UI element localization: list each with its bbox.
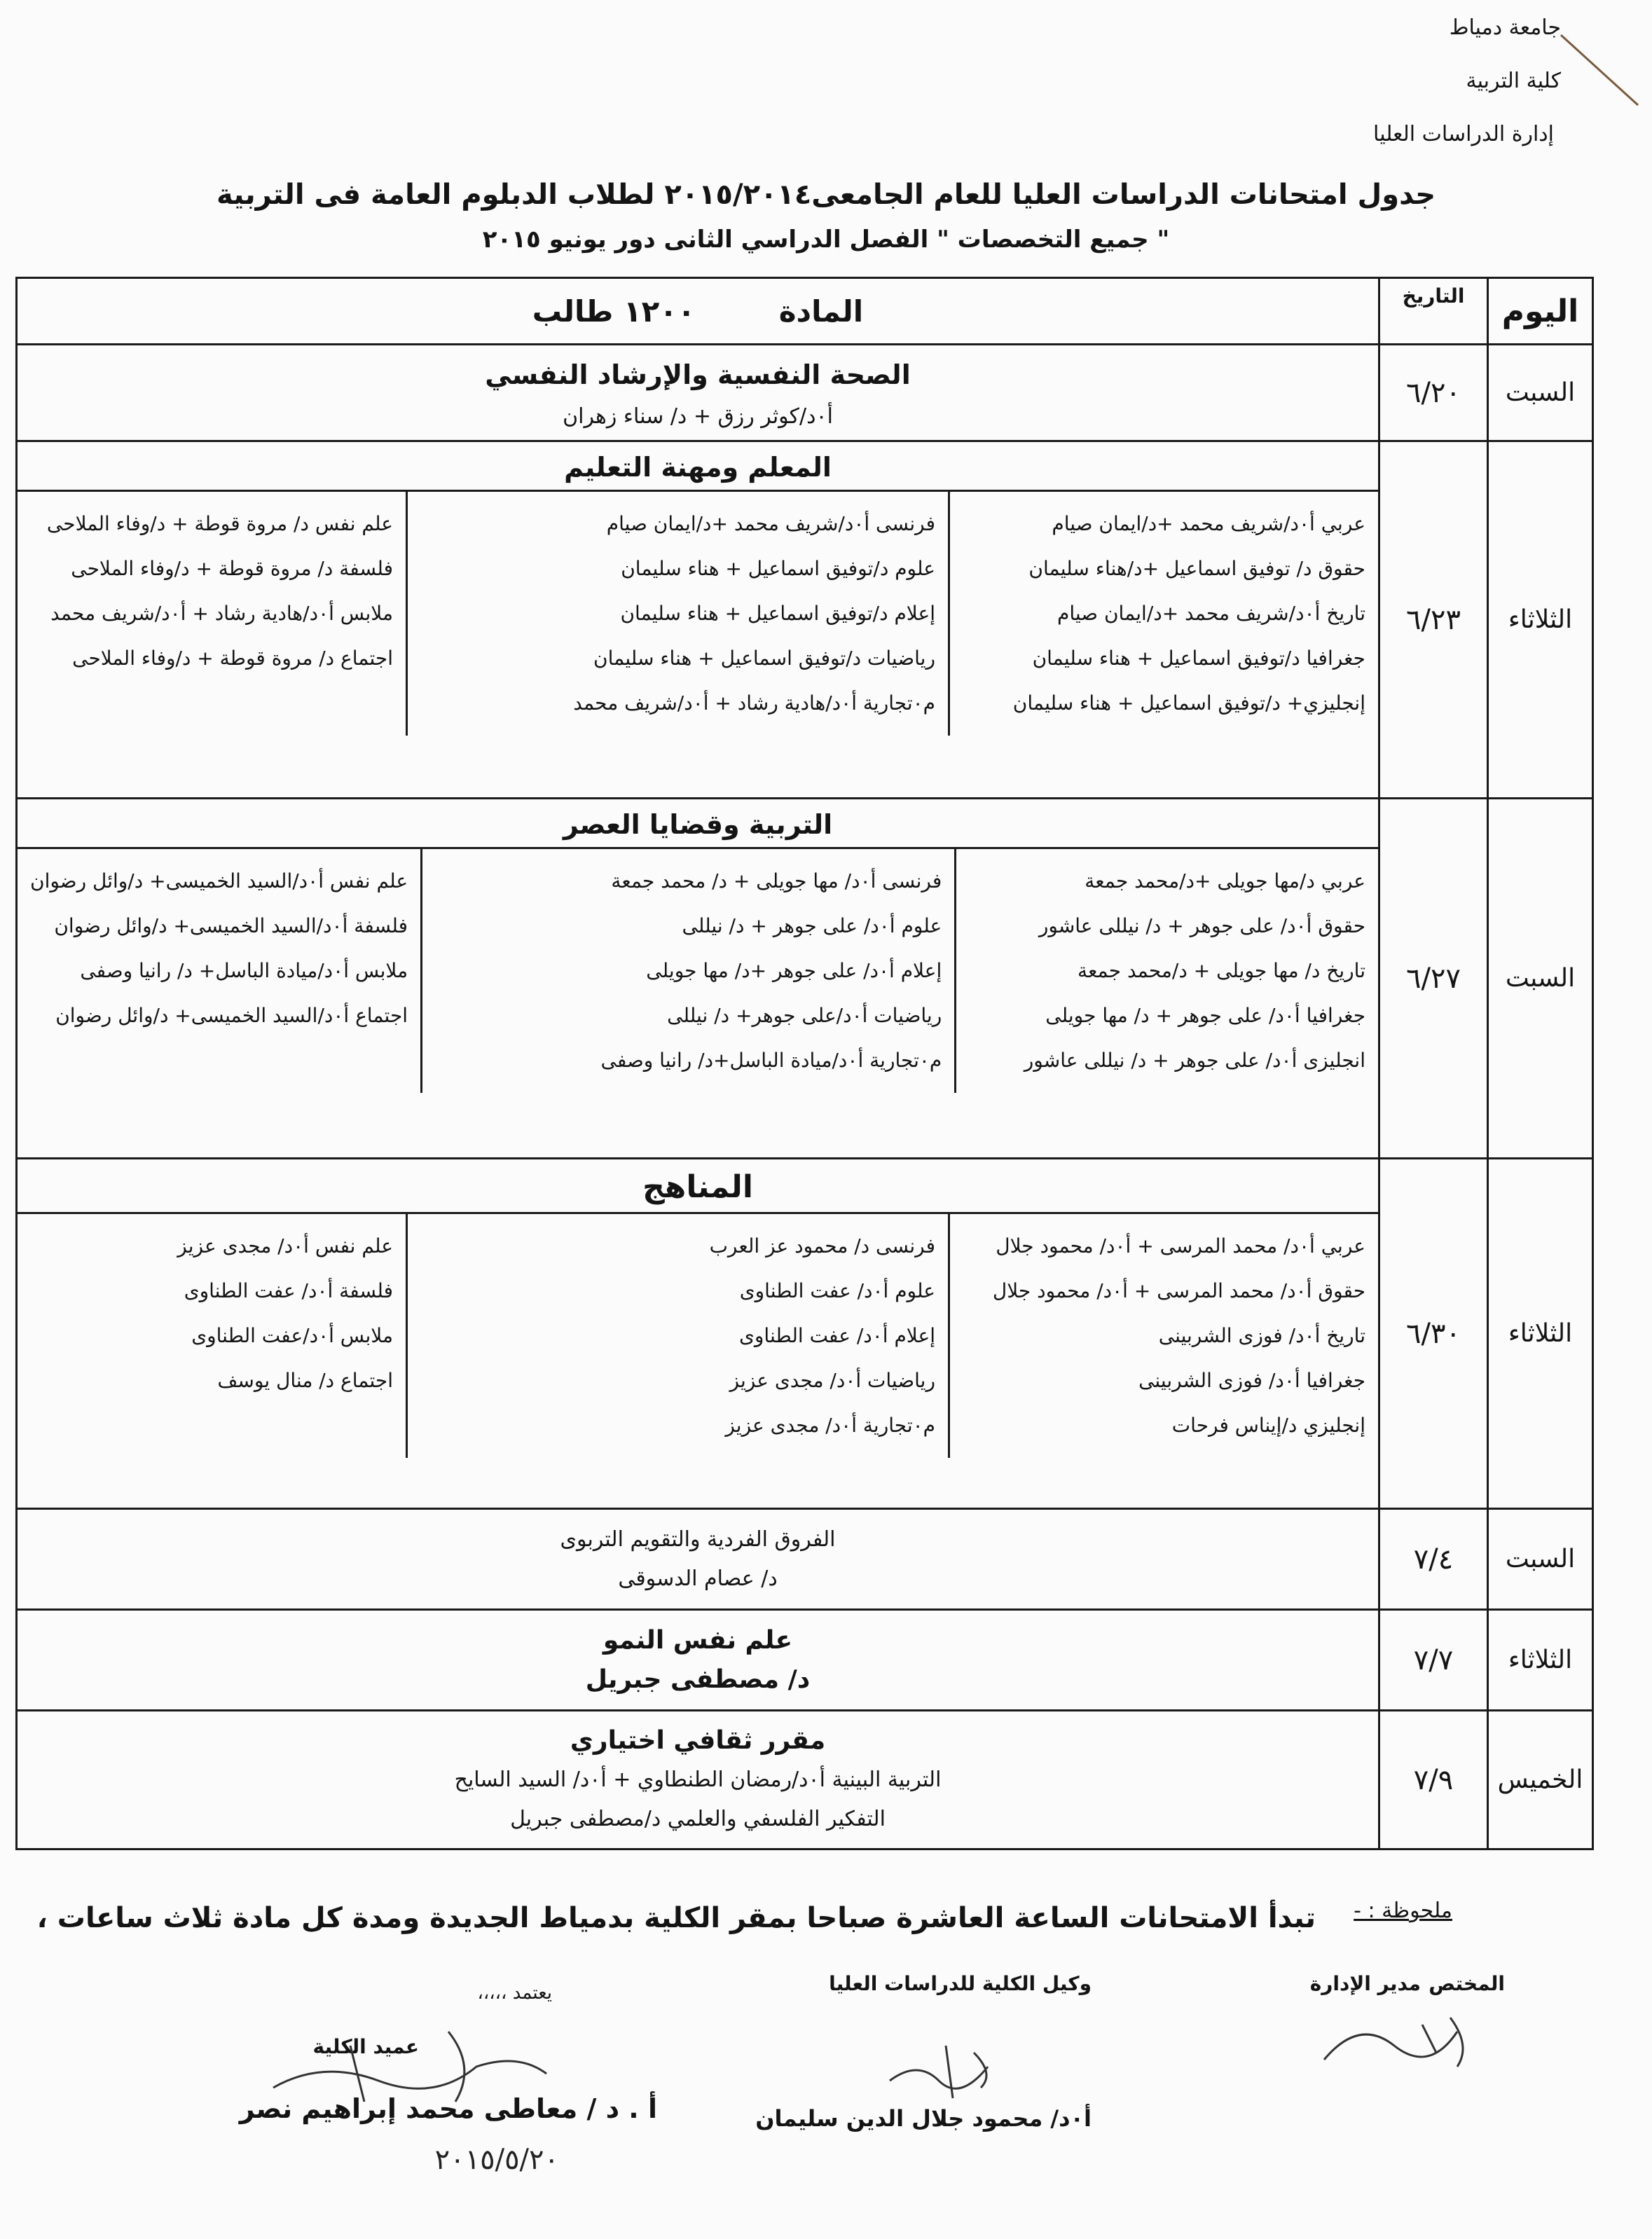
row-day: الخميس	[1488, 1711, 1593, 1849]
row-date: ٦/٢٠	[1379, 345, 1488, 441]
admin-signature-icon	[1317, 2004, 1499, 2081]
specialization-line: عربي أ٠د/ محمد المرسى + أ٠د/ محمود جلال	[996, 1234, 1365, 1258]
specialization-line: اجتماع أ٠د/السيد الخميسى+ د/وائل رضوان	[55, 1004, 408, 1027]
table-row	[17, 1711, 1593, 1849]
note-label: ملحوظة : -	[1354, 1899, 1452, 1923]
specialization-line: تاريخ أ٠د/ فوزى الشربينى	[1158, 1324, 1365, 1347]
specialization-line: حقوق أ٠د/ على جوهر + د/ نيللى عاشور	[1038, 914, 1365, 937]
specialization-line: فرنسى أ٠د/ مها جويلى + د/ محمد جمعة	[611, 869, 942, 893]
faculty-name: كلية التربية	[1466, 69, 1561, 93]
specialization-line: جغرافيا أ٠د/ فوزى الشربينى	[1138, 1369, 1365, 1392]
row-date: ٧/٩	[1379, 1711, 1488, 1849]
subject-title: المناهج	[642, 1169, 753, 1205]
row-subject-cell	[17, 1159, 1379, 1509]
specialization-line: تاريخ د/ مها جويلى + د/محمد جمعة	[1078, 959, 1365, 982]
specialization-line: علم نفس أ٠د/السيد الخميسى+ د/وائل رضوان	[30, 869, 408, 893]
specialization-columns	[18, 1212, 1378, 1458]
subject-title: علم نفس النمو	[603, 1625, 793, 1655]
specialization-line: علم نفس أ٠د/ مجدى عزيز	[177, 1234, 393, 1258]
table-row	[17, 345, 1593, 441]
vice-dean-name: أ٠د/ محمود جلال الدين سليمان	[755, 2105, 1092, 2132]
dean-title: عميد الكلية	[312, 2035, 419, 2058]
header-date: التاريخ	[1379, 278, 1488, 345]
row-date: ٦/٣٠	[1379, 1159, 1488, 1509]
examiner-line: د/ عصام الدسوقى	[618, 1566, 778, 1591]
row-date: ٦/٢٣	[1379, 441, 1488, 799]
exam-schedule-table	[15, 277, 1594, 1850]
subject-title: الصحة النفسية والإرشاد النفسي	[485, 359, 911, 390]
specialization-line: فرنسى د/ محمود عز العرب	[709, 1234, 935, 1258]
handwritten-date: ٢٠١٥/٥/٢٠	[434, 2144, 559, 2176]
table-header-row	[17, 278, 1593, 345]
table-row	[17, 799, 1593, 1159]
dean-name: أ . د / معاطى محمد إبراهيم نصر	[239, 2093, 657, 2124]
specialization-line: ملابس أ٠د/ميادة الباسل+ د/ رانيا وصفى	[80, 959, 408, 982]
vice-dean-title: وكيل الكلية للدراسات العليا	[829, 1972, 1092, 1995]
table-row	[17, 1509, 1593, 1610]
header-students-count: ١٢٠٠ طالب	[532, 294, 696, 329]
specialization-column	[408, 492, 950, 736]
row-day: الثلاثاء	[1488, 441, 1593, 799]
specialization-line: رياضيات أ٠د/ مجدى عزيز	[729, 1369, 935, 1392]
approved-label: يعتمد ،،،،،	[477, 1983, 552, 2004]
page-title: جدول امتحانات الدراسات العليا للعام الجامعى٢٠١٥/٢٠١٤ لطلاب الدبلوم العامة فى التربية	[216, 179, 1436, 211]
row-day: السبت	[1488, 345, 1593, 441]
specialization-column	[18, 492, 408, 736]
header-subject-label: المادة	[778, 294, 864, 329]
specialization-columns	[18, 847, 1378, 1093]
subject-title: الفروق الفردية والتقويم التربوى	[560, 1527, 836, 1552]
admin-director-label: مدير الإدارة	[1309, 1972, 1421, 1995]
page-subtitle: " جميع التخصصات " الفصل الدراسي الثانى دور يونيو ٢٠١٥	[482, 226, 1170, 254]
specialization-line: جغرافيا د/توفيق اسماعيل + هناء سليمان	[1032, 647, 1365, 670]
header-day: اليوم	[1488, 278, 1593, 345]
specialization-column	[950, 492, 1378, 736]
specialization-column	[18, 849, 422, 1093]
specialization-line: حقوق د/ توفيق اسماعيل +د/هناء سليمان	[1028, 557, 1365, 580]
header-subject	[17, 278, 1379, 345]
university-name: جامعة دمياط	[1449, 15, 1561, 40]
specialization-column	[950, 1214, 1378, 1458]
subject-title: التربية وقضايا العصر	[563, 809, 833, 840]
specialization-line: رياضيات د/توفيق اسماعيل + هناء سليمان	[593, 647, 935, 670]
specialization-line: ملابس أ٠د/هادية رشاد + أ٠د/شريف محمد	[50, 602, 393, 625]
specialization-line: عربي د/مها جويلى +د/محمد جمعة	[1085, 869, 1365, 893]
specialization-line: اجتماع د/ منال يوسف	[217, 1369, 393, 1392]
specialization-line: إعلام د/توفيق اسماعيل + هناء سليمان	[620, 602, 935, 625]
examiner-line: التفكير الفلسفي والعلمي د/مصطفى جبريل	[510, 1806, 886, 1831]
specialization-line: م٠تجارية أ٠د/هادية رشاد + أ٠د/شريف محمد	[573, 691, 935, 715]
vice-dean-signature-icon	[876, 2032, 1016, 2109]
table-row	[17, 441, 1593, 799]
specialization-column	[956, 849, 1378, 1093]
row-subject-cell	[17, 799, 1379, 1159]
department-name: إدارة الدراسات العليا	[1373, 122, 1554, 146]
specialization-line: اجتماع د/ مروة قوطة + د/وفاء الملاحى	[72, 647, 393, 670]
specialization-line: علوم أ٠د/ على جوهر + د/ نيللى	[682, 914, 942, 937]
row-subject-cell	[17, 345, 1379, 441]
row-date: ٧/٤	[1379, 1509, 1488, 1610]
examiner-line: د/ مصطفى جبريل	[585, 1665, 811, 1694]
specialization-line: انجليزى أ٠د/ على جوهر + د/ نيللى عاشور	[1024, 1049, 1365, 1072]
specialization-line: إعلام أ٠د/ عفت الطناوى	[738, 1324, 935, 1347]
row-day: السبت	[1488, 799, 1593, 1159]
row-date: ٦/٢٧	[1379, 799, 1488, 1159]
row-subject-cell	[17, 1509, 1379, 1610]
specialization-line: رياضيات أ٠د/على جوهر+ د/ نيللى	[667, 1004, 942, 1027]
specialization-line: فلسفة أ٠د/ عفت الطناوى	[184, 1279, 393, 1302]
subject-title: المعلم ومهنة التعليم	[564, 452, 832, 483]
specialization-line: م٠تجارية أ٠د/ميادة الباسل+د/ رانيا وصفى	[600, 1049, 942, 1072]
specialization-line: عربي أ٠د/شريف محمد +د/ايمان صيام	[1052, 512, 1365, 535]
specialization-column	[18, 1214, 408, 1458]
row-subject-cell	[17, 1711, 1379, 1849]
pen-stroke-mark	[1554, 28, 1645, 112]
specialization-column	[422, 849, 956, 1093]
subject-title: مقرر ثقافي اختياري	[570, 1725, 826, 1755]
specialization-column	[408, 1214, 950, 1458]
specialization-line: علم نفس د/ مروة قوطة + د/وفاء الملاحى	[46, 512, 393, 535]
specialization-line: علوم أ٠د/ عفت الطناوى	[739, 1279, 935, 1302]
row-day: الثلاثاء	[1488, 1159, 1593, 1509]
row-day: الثلاثاء	[1488, 1610, 1593, 1711]
row-subject-cell	[17, 441, 1379, 799]
specialization-line: حقوق أ٠د/ محمد المرسى + أ٠د/ محمود جلال	[992, 1279, 1365, 1302]
specialist-label: المختص	[1429, 1972, 1505, 1995]
note-text: تبدأ الامتحانات الساعة العاشرة صباحا بمقر الكلية بدمياط الجديدة ومدة كل مادة ثلاث ساعات ،	[36, 1902, 1316, 1934]
table-row	[17, 1159, 1593, 1509]
row-date: ٧/٧	[1379, 1610, 1488, 1711]
table-row	[17, 1610, 1593, 1711]
specialization-line: إنجليزي د/إيناس فرحات	[1171, 1414, 1365, 1437]
specialization-line: إنجليزي+ د/توفيق اسماعيل + هناء سليمان	[1012, 691, 1365, 715]
specialization-line: ملابس أ٠د/عفت الطناوى	[191, 1324, 393, 1347]
specialization-line: جغرافيا أ٠د/ على جوهر + د/ مها جويلى	[1045, 1004, 1365, 1027]
specialization-line: تاريخ أ٠د/شريف محمد +د/ايمان صيام	[1056, 602, 1365, 625]
specialization-line: إعلام أ٠د/ على جوهر +د/ مها جويلى	[646, 959, 942, 982]
examiner-line: أ٠د/كوثر رزق + د/ سناء زهران	[563, 404, 833, 429]
row-day: السبت	[1488, 1509, 1593, 1610]
specialization-columns	[18, 490, 1378, 736]
specialization-line: علوم د/توفيق اسماعيل + هناء سليمان	[621, 557, 935, 580]
specialization-line: م٠تجارية أ٠د/ مجدى عزيز	[725, 1414, 935, 1437]
examiner-line: التربية البينية أ٠د/رمضان الطنطاوي + أ٠د/ السيد السايح	[454, 1767, 942, 1792]
specialization-line: فلسفة د/ مروة قوطة + د/وفاء الملاحى	[71, 557, 393, 580]
specialization-line: فرنسى أ٠د/شريف محمد +د/ايمان صيام	[606, 512, 935, 535]
row-subject-cell	[17, 1610, 1379, 1711]
specialization-line: فلسفة أ٠د/السيد الخميسى+ د/وائل رضوان	[54, 914, 408, 937]
